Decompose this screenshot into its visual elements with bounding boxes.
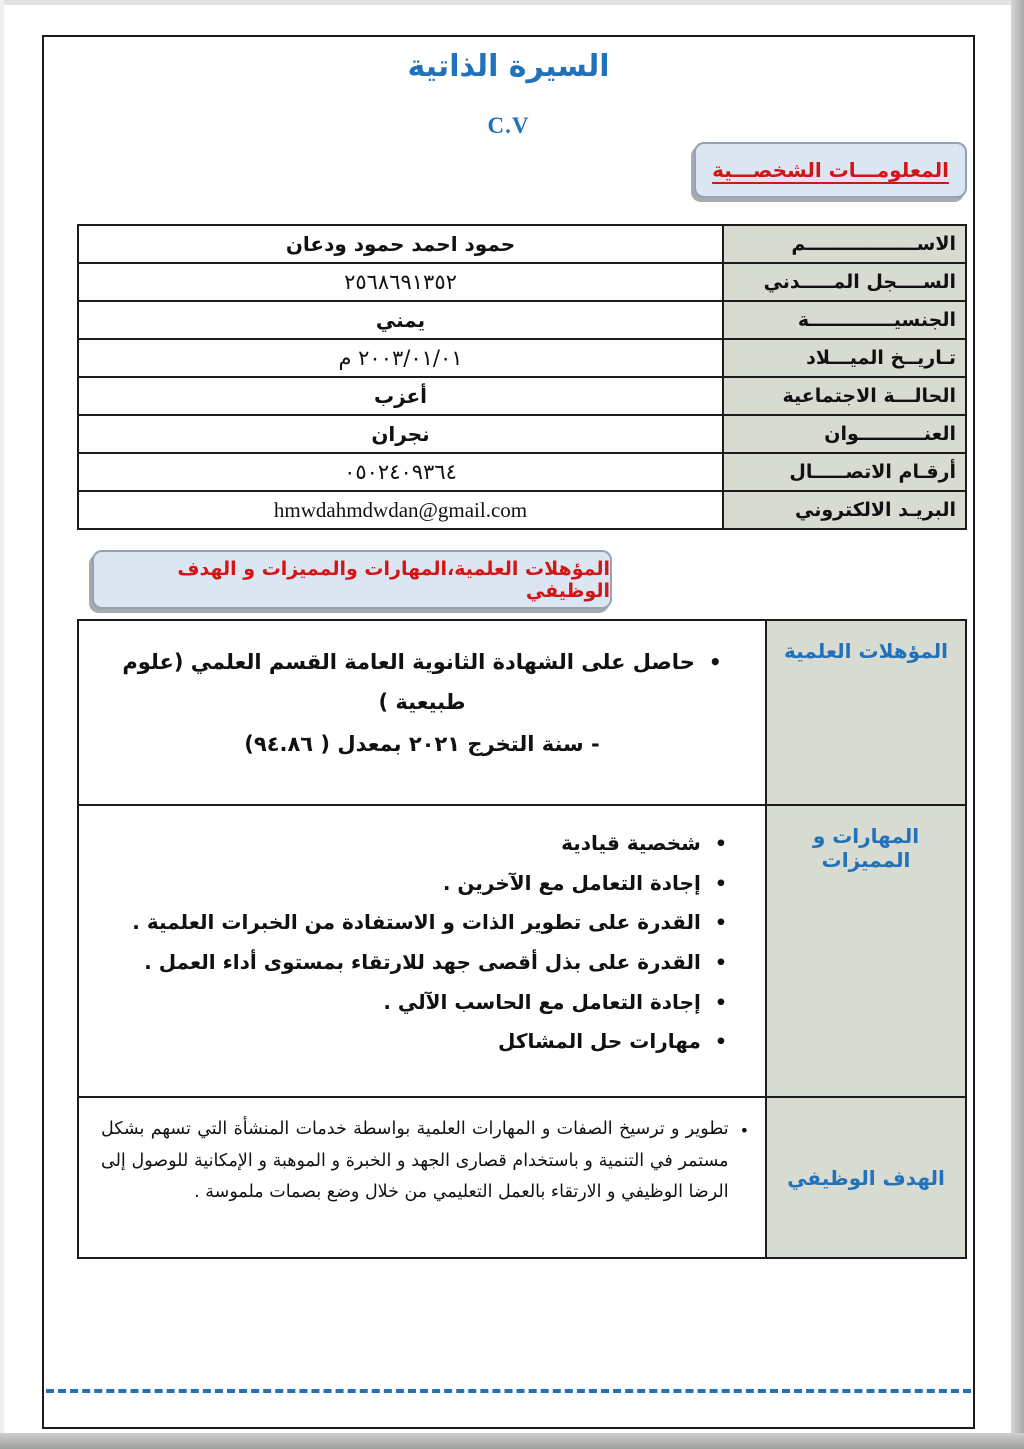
bullet-icon: •	[714, 912, 727, 935]
field-value-name: حمود احمد حمود ودعان	[78, 225, 723, 263]
skill-text: إجادة التعامل مع الآخرين .	[442, 870, 701, 895]
field-label-nationality: الجنسيـــــــــــــة	[723, 301, 966, 339]
personal-row-nationality	[78, 301, 966, 339]
personal-row-birth-date	[78, 339, 966, 377]
personal-row-email	[78, 491, 966, 529]
skill-item	[97, 989, 727, 1016]
page-border-frame	[42, 35, 975, 1429]
personal-row-phone	[78, 453, 966, 491]
field-label-birth-date: تـاريــخ الميـــلاد	[723, 339, 966, 377]
section-content-academic	[78, 620, 766, 805]
qualifications-header-box	[92, 550, 612, 609]
personal-info-table	[77, 224, 967, 530]
field-value-email: hmwdahmdwdan@gmail.com	[78, 491, 723, 529]
scan-edge-right	[1011, 0, 1024, 1449]
bullet-icon: •	[714, 991, 727, 1014]
personal-row-civil-id	[78, 263, 966, 301]
qualification-item	[113, 643, 731, 723]
personal-row-address	[78, 415, 966, 453]
section-label-academic: المؤهلات العلمية	[766, 620, 966, 805]
footer-dashed-divider	[46, 1389, 971, 1393]
graduation-note: - سنة التخرج ٢٠٢١ بمعدل ( ٩٤.٨٦)	[244, 731, 600, 756]
personal-info-header-box	[694, 142, 967, 198]
skill-text: إجادة التعامل مع الحاسب الآلي .	[383, 989, 701, 1014]
qualification-text: حاصل على الشهادة الثانوية العامة القسم العلمي (علوم طبيعية )	[122, 650, 695, 714]
field-value-birth-date: ٢٠٠٣/٠١/٠١ م	[78, 339, 723, 377]
section-content-objective	[78, 1097, 766, 1258]
skill-item	[97, 830, 727, 857]
field-value-marital-status: أعزب	[78, 377, 723, 415]
section-label-skills: المهارات و المميزات	[766, 805, 966, 1097]
qualifications-table	[77, 619, 967, 1259]
cv-subtitle: C.V	[487, 113, 530, 138]
section-academic-qualifications	[78, 620, 966, 805]
section-label-objective: الهدف الوظيفي	[766, 1097, 966, 1258]
field-value-nationality: يمني	[78, 301, 723, 339]
bullet-icon: •	[739, 1121, 749, 1140]
bullet-icon: •	[714, 1031, 727, 1054]
skill-text: شخصية قيادية	[561, 831, 701, 855]
skill-item	[97, 909, 727, 936]
objective-item	[101, 1114, 749, 1209]
page-title: السيرة الذاتية	[407, 49, 610, 84]
section-content-skills	[78, 805, 766, 1097]
scan-edge-bottom	[0, 1433, 1024, 1449]
field-label-email: البريـد الالكتروني	[723, 491, 966, 529]
section-career-objective	[78, 1097, 966, 1258]
skill-item	[97, 949, 727, 976]
field-value-address: نجران	[78, 415, 723, 453]
field-label-address: العنــــــــــوان	[723, 415, 966, 453]
bullet-icon: •	[714, 833, 727, 855]
field-label-name: الاســـــــــــــــــم	[723, 225, 966, 263]
bullet-icon: •	[708, 650, 722, 674]
skill-text: القدرة على تطوير الذات و الاستفادة من الخبرات العلمية .	[132, 910, 701, 935]
bullet-icon: •	[714, 872, 727, 895]
personal-row-name	[78, 225, 966, 263]
field-value-civil-id: ٢٥٦٨٦٩١٣٥٢	[78, 263, 723, 301]
section-skills	[78, 805, 966, 1097]
bullet-icon: •	[714, 952, 727, 975]
scan-edge-left	[0, 0, 4, 1449]
skill-item	[97, 1028, 727, 1055]
skill-text: مهارات حل المشاكل	[497, 1029, 701, 1054]
scan-edge-top	[0, 0, 1024, 5]
field-label-marital-status: الحالـــة الاجتماعية	[723, 377, 966, 415]
field-label-civil-id: الســــجل المـــــدني	[723, 263, 966, 301]
skill-item	[97, 870, 727, 897]
field-label-phone: أرقـام الاتصـــــال	[723, 453, 966, 491]
skill-text: القدرة على بذل أقصى جهد للارتقاء بمستوى أداء العمل .	[144, 950, 701, 975]
field-value-phone: ٠٥٠٢٤٠٩٣٦٤	[78, 453, 723, 491]
objective-text: تطوير و ترسيخ الصفات و المهارات العلمية بواسطة خدمات المنشأة التي تسهم بشكل مستمر في التنمية و باستخدام قصارى الجهد و الخبرة و الموهبة و الإمكانية للوصول إلى الرضا الوظيفي و الارتقاء بالعمل التعليمي من خلال وضع بصمات ملموسة .	[101, 1119, 729, 1202]
qualifications-header-text: المؤهلات العلمية،المهارات والمميزات و الهدف الوظيفي	[177, 557, 610, 602]
personal-row-marital-status	[78, 377, 966, 415]
personal-info-header-text: المعلومـــات الشخصـــية	[712, 158, 949, 182]
